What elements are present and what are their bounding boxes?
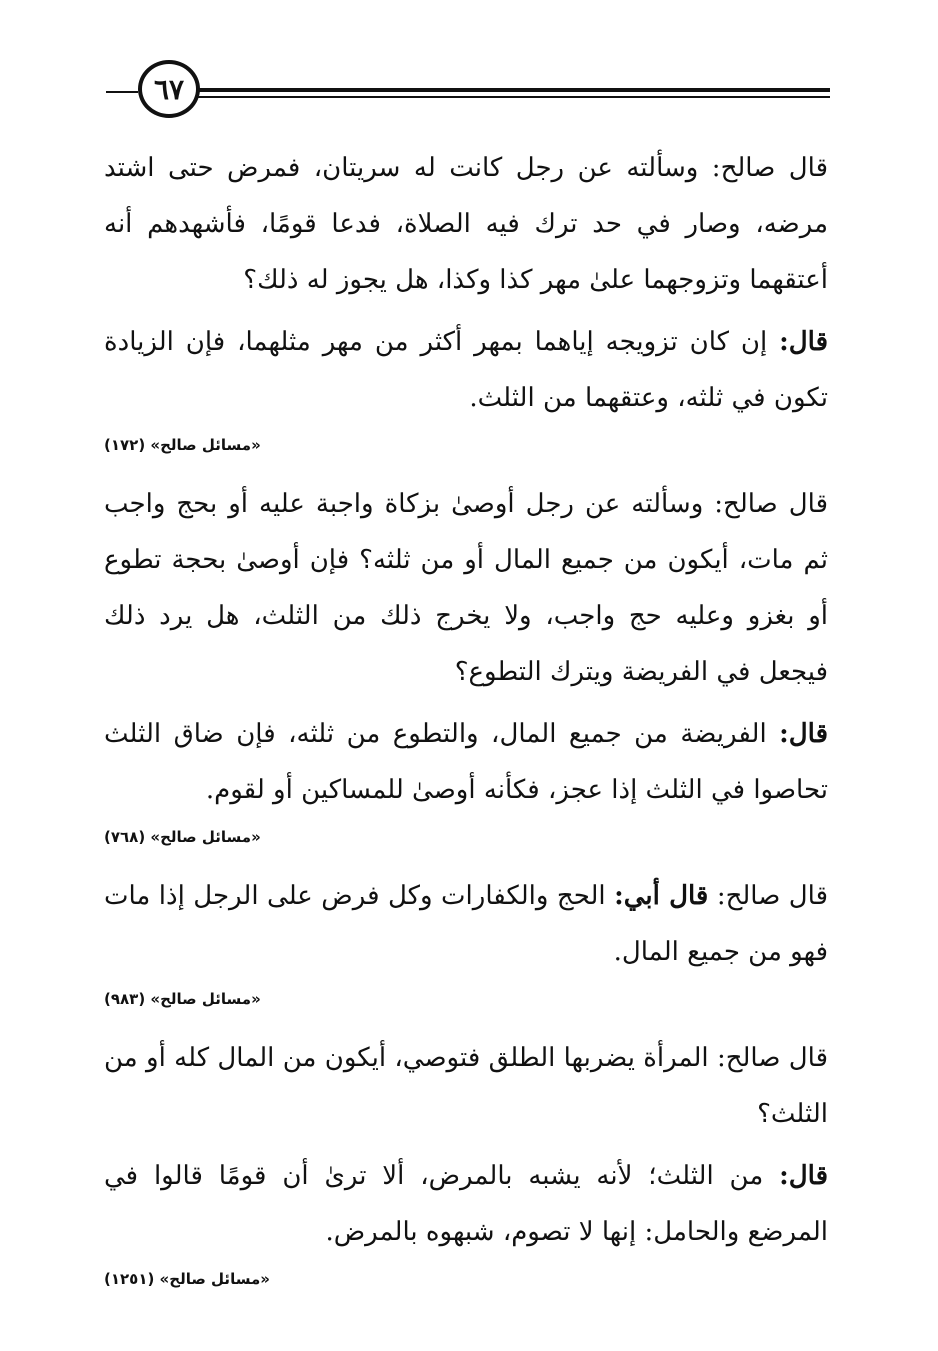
paragraph-answer: قال: الفريضة من جميع المال، والتطوع من ثلثه، فإن ضاق الثلث تحاصوا في الثلث إذا عجز، فكأنه أوصىٰ للمساكين أو لقوم.: [104, 719, 828, 805]
paragraph-answer: قال: إن كان تزويجه إياهما بمهر أكثر من مهر مثلهما، فإن الزيادة تكون في ثلثه، وعتقهما من الثلث.: [104, 327, 828, 413]
answer-keyword: قال:: [779, 719, 828, 749]
source-reference: «مسائل صالح» (١٢٥١): [104, 1270, 270, 1288]
source-reference: «مسائل صالح» (١٧٢): [104, 436, 261, 454]
source-reference: «مسائل صالح» (٧٦٨): [104, 828, 261, 846]
page-body: [104, 140, 828, 1310]
answer-keyword: قال أبي:: [614, 881, 709, 911]
source-reference: «مسائل صالح» (٩٨٣): [104, 990, 261, 1008]
header-rule-thin: [104, 96, 830, 98]
paragraph-question: قال صالح: وسألته عن رجل أوصىٰ بزكاة واجبة عليه أو بحج واجب ثم مات، أيكون من جميع المال أو من ثلثه؟ فإن أوصىٰ بحجة تطوع أو بغزو وعليه حج واجب، ولا يخرج ذلك من الثلث، هل يرد ذلك فيجعل في الفريضة ويترك التطوع؟: [104, 489, 828, 687]
header-rule-end: [106, 91, 138, 93]
paragraph-question: قال صالح: المرأة يضربها الطلق فتوصي، أيكون من المال كله أو من الثلث؟: [104, 1043, 828, 1129]
page-number: ٦٧: [138, 60, 200, 118]
paragraph-statement: قال صالح: قال أبي: الحج والكفارات وكل فرض على الرجل إذا مات فهو من جميع المال.: [104, 881, 828, 967]
answer-keyword: قال:: [779, 1161, 828, 1191]
paragraph-question: قال صالح: وسألته عن رجل كانت له سريتان، فمرض حتى اشتد مرضه، وصار في حد ترك فيه الصلاة، فدعا قومًا، فأشهدهم أنه أعتقهما وتزوجهما علىٰ مهر كذا وكذا، هل يجوز له ذلك؟: [104, 153, 828, 295]
answer-keyword: قال:: [779, 327, 828, 357]
header-rule-thick: [104, 88, 830, 92]
page-header: [104, 58, 830, 126]
paragraph-answer: قال: من الثلث؛ لأنه يشبه بالمرض، ألا ترىٰ أن قومًا قالوا في المرضع والحامل: إنها لا تصوم، شبهوه بالمرض.: [104, 1161, 828, 1247]
